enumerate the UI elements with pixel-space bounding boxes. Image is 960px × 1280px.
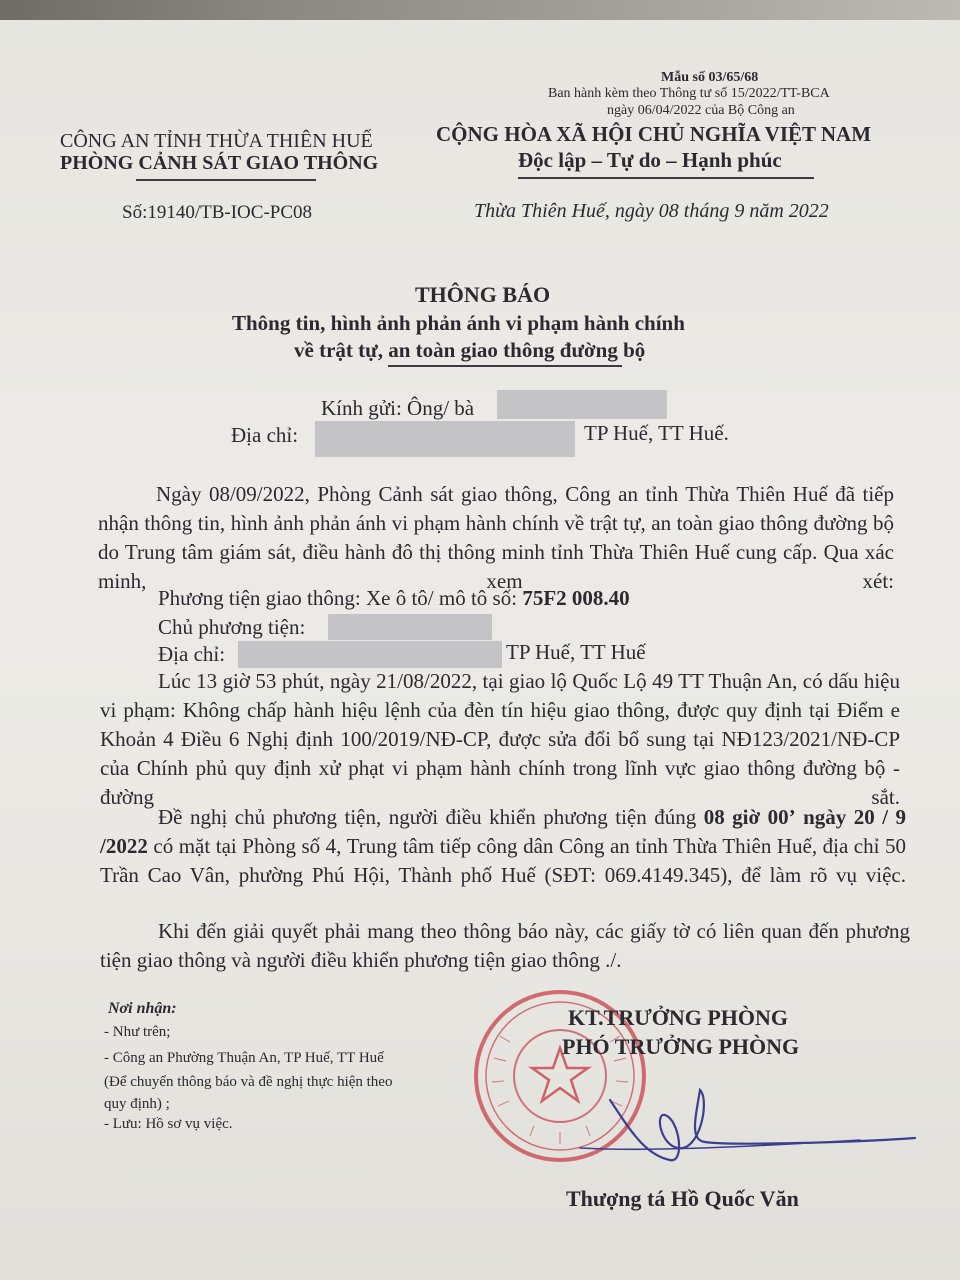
request-lead: Đề nghị chủ phương tiện, người điều khiển phương tiện đúng	[158, 805, 697, 829]
greeting: Kính gửi: Ông/ bà	[321, 396, 475, 420]
owner-label: Chủ phương tiện:	[158, 615, 306, 639]
notice-subtitle-1: Thông tin, hình ảnh phản ánh vi phạm hành chính	[232, 311, 685, 335]
place-date: Thừa Thiên Huế, ngày 08 tháng 9 năm 2022	[474, 200, 829, 222]
paragraph-intake	[98, 480, 894, 596]
paragraph-intake-text: Ngày 08/09/2022, Phòng Cảnh sát giao thông, Công an tỉnh Thừa Thiên Huế đã tiếp nhận thông tin, hình ảnh phản ánh vi phạm hành chính về trật tự, an toàn giao thông đường bộ do Trung tâm giám sát, điều hành đô thị thông minh tỉnh Thừa Thiên Huế cung cấp. Qua xác minh, xem xét:	[98, 482, 894, 593]
motto-underline	[518, 177, 814, 179]
owner-address-label: Địa chỉ:	[158, 642, 226, 666]
nation-name: CỘNG HÒA XÃ HỘI CHỦ NGHĨA VIỆT NAM	[436, 122, 872, 146]
paragraph-closing-text: Khi đến giải quyết phải mang theo thông báo này, các giấy tờ có liên quan đến phương tiện giao thông và người điều khiển phương tiện giao thông ./.	[100, 919, 910, 972]
request-date: ngày 20 / 9 /2022	[100, 805, 907, 858]
signature-title-1: KT.TRƯỞNG PHÒNG	[568, 1005, 788, 1030]
paragraph-violation-text: Lúc 13 giờ 53 phút, ngày 21/08/2022, tại giao lộ Quốc Lộ 49 TT Thuận An, có dấu hiệu vi phạm: Không chấp hành hiệu lệnh của đèn tín hiệu giao thông, được quy định tại Điểm e Khoản 4 Điều 6 Nghị định 100/2019/NĐ-CP, được sửa đổi bổ sung tại NĐ123/2021/NĐ-CP của Chính phủ quy định xử phạt vi phạm hành chính trong lĩnh vực giao thông đường bộ - đường sắt.	[100, 669, 900, 809]
department-name: PHÒNG CẢNH SÁT GIAO THÔNG	[60, 152, 379, 174]
request-rest: có mặt tại Phòng số 4, Trung tâm tiếp công dân Công an tỉnh Thừa Thiên Huế, địa chỉ 50 Trần Cao Vân, phường Phú Hội, Thành phố Huế (SĐT: 069.4149.345), để làm rõ vụ việc.	[100, 834, 906, 887]
form-issued-line2: ngày 06/04/2022 của Bộ Công an	[607, 103, 795, 118]
redacted-recipient-address	[315, 421, 575, 457]
notice-title: THÔNG BÁO	[415, 282, 551, 307]
address-tail: TP Huế, TT Huế.	[584, 421, 729, 445]
redacted-owner-address	[238, 641, 502, 668]
document-number: Số:19140/TB-IOC-PC08	[122, 202, 313, 223]
national-motto: Độc lập – Tự do – Hạnh phúc	[518, 148, 782, 172]
request-time: 08 giờ 00’	[703, 805, 796, 829]
signer-name: Thượng tá Hồ Quốc Văn	[566, 1186, 799, 1211]
address-label: Địa chỉ:	[231, 423, 299, 447]
handwritten-signature-icon	[560, 1060, 930, 1180]
paragraph-closing	[100, 917, 910, 975]
paragraph-request	[100, 803, 906, 890]
title-underline	[388, 365, 622, 367]
form-code: Mẫu số 03/65/68	[661, 70, 759, 85]
notice-subtitle-2: về trật tự, an toàn giao thông đường bộ	[294, 338, 646, 362]
distribution-item-4: quy định) ;	[104, 1096, 170, 1112]
distribution-item-5: - Lưu: Hồ sơ vụ việc.	[104, 1116, 233, 1132]
distribution-item-3: (Để chuyển thông báo và đề nghị thực hiện theo	[104, 1074, 393, 1090]
vehicle-line	[158, 586, 630, 611]
photo-edge	[0, 0, 960, 20]
vehicle-plate: 75F2 008.40	[522, 586, 630, 610]
vehicle-label: Phương tiện giao thông: Xe ô tô/ mô tô số:	[158, 586, 518, 610]
redacted-recipient-name	[497, 390, 667, 419]
distribution-item-1: - Như trên;	[104, 1024, 171, 1040]
agency-name: CÔNG AN TỈNH THỪA THIÊN HUẾ	[60, 130, 373, 152]
distribution-item-2: - Công an Phường Thuận An, TP Huế, TT Huế	[104, 1050, 384, 1066]
paragraph-violation	[100, 667, 900, 812]
department-underline	[136, 179, 316, 181]
owner-address-tail: TP Huế, TT Huế	[506, 640, 646, 664]
signature-title-2: PHÓ TRƯỞNG PHÒNG	[562, 1034, 800, 1059]
redacted-owner-name	[328, 614, 492, 640]
form-issued-line1: Ban hành kèm theo Thông tư số 15/2022/TT-BCA	[548, 86, 830, 101]
distribution-title: Nơi nhận:	[108, 1000, 177, 1017]
